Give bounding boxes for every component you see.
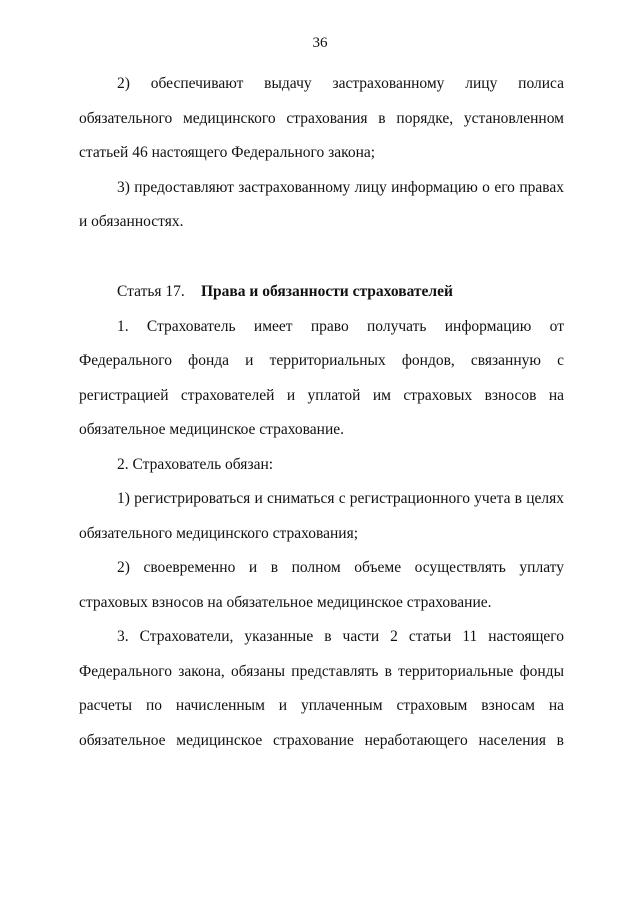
article-paragraph-1: 1. Страхователь имеет право получать информацию от Федерального фонда и территориальных фондов, связанную с регистрацией страхователей и уплатой им страховых взносов на обязательное медицинское страхование.: [79, 317, 564, 438]
article-section: [79, 275, 564, 758]
article-subitem-1: 1) регистрироваться и сниматься с регистрационного учета в целях обязательного медицинского страхования;: [79, 490, 564, 542]
article-paragraph-3: 3. Страхователи, указанные в части 2 статьи 11 настоящего Федерального закона, обязаны представлять в территориальные фонды расчеты по начисленным и уплаченным страховым взносам на обязательное медицинское страхование неработающего населения в: [79, 628, 564, 749]
top-list: [79, 67, 564, 240]
article-number: Статья 17.: [117, 283, 185, 300]
paragraph-item-3: 3) предоставляют застрахованному лицу информацию о его правах и обязанностях.: [79, 178, 564, 230]
article-subitem-2: 2) своевременно и в полном объеме осуществлять уплату страховых взносов на обязательное медицинское страхование.: [79, 559, 564, 611]
paragraph-item-2: 2) обеспечивают выдачу застрахованному лицу полиса обязательного медицинского страхования в порядке, установленном статьей 46 настоящего Федерального закона;: [79, 75, 564, 161]
article-title: Права и обязанности страхователей: [201, 283, 453, 300]
article-heading: [79, 275, 564, 310]
article-paragraph-2: 2. Страхователь обязан:: [117, 455, 274, 473]
page-number: 36: [312, 35, 328, 51]
